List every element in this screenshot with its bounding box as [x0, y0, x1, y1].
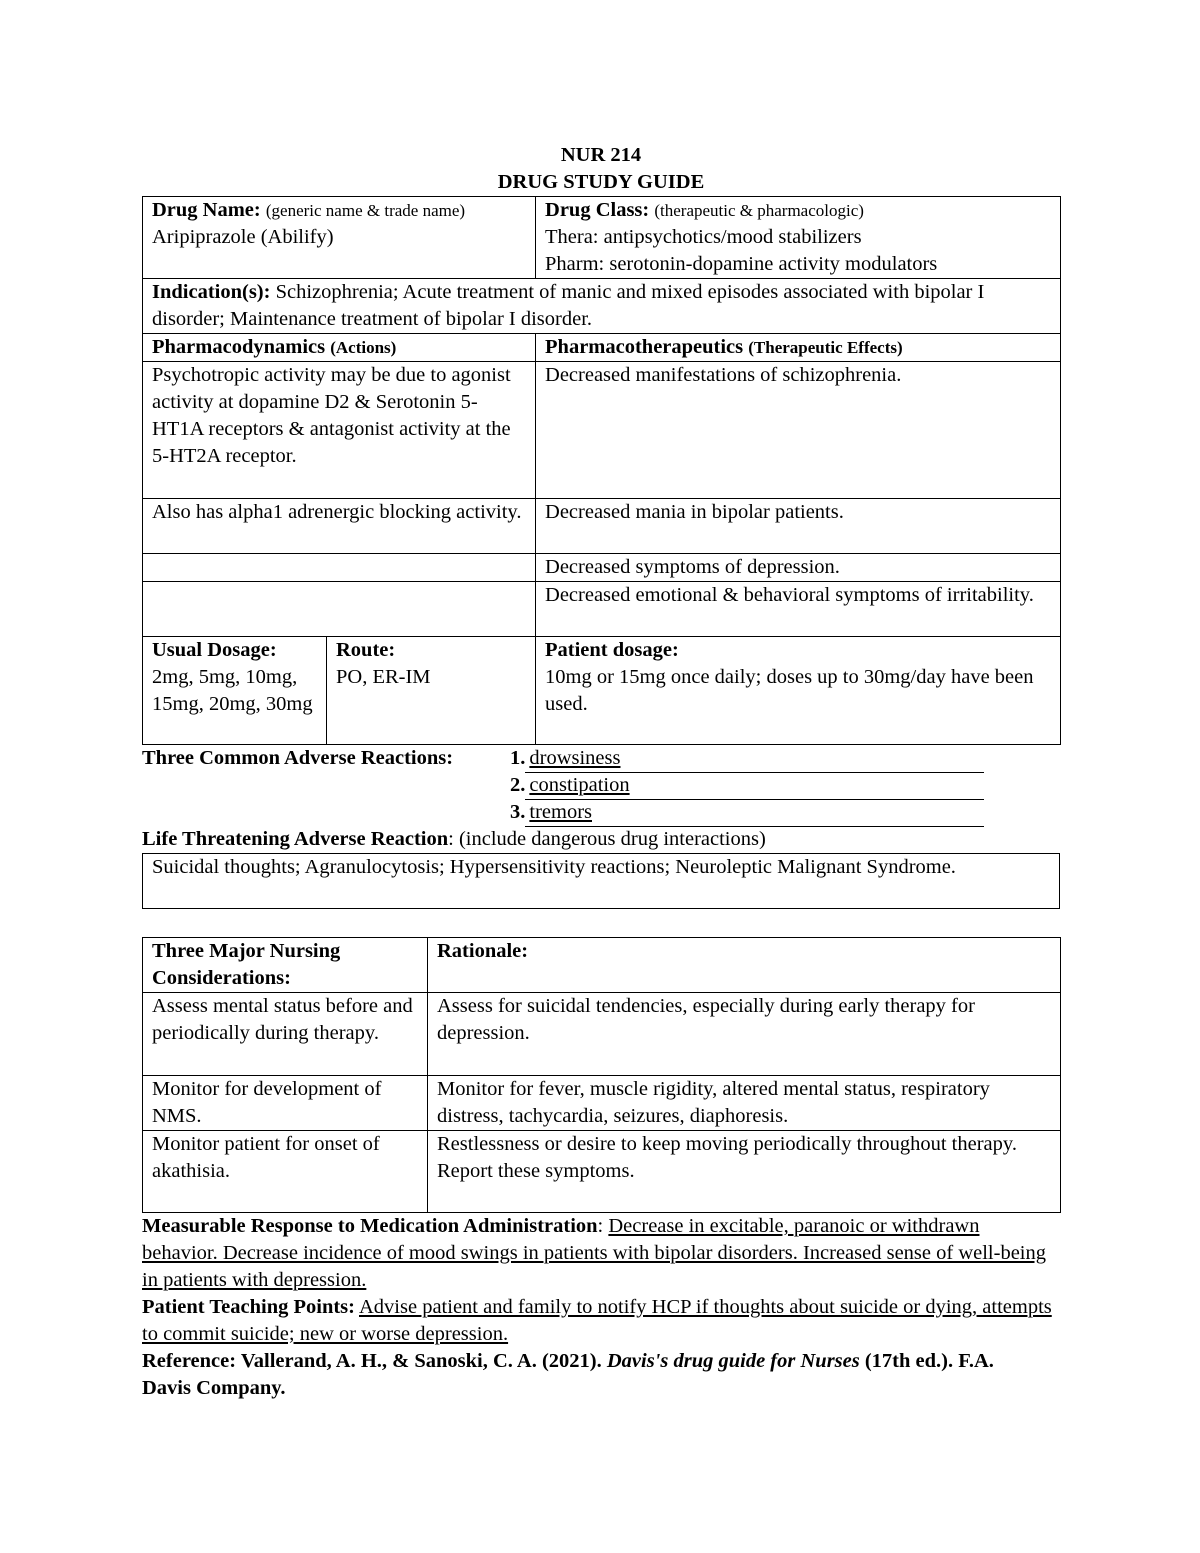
measurable-response [142, 1213, 1050, 1294]
drug-name-cell [143, 197, 536, 279]
nursing-consideration: Assess mental status before and periodically during therapy. [143, 993, 428, 1076]
drug-info-table [142, 196, 1061, 745]
adverse-row [142, 745, 1060, 772]
pharmacotherapeutics-header [536, 334, 1061, 362]
indication-text: Schizophrenia; Acute treatment of manic and mixed episodes associated with bipolar I disorder; Maintenance treatment of bipolar I disorder. [152, 281, 985, 330]
life-threatening-table [142, 853, 1060, 909]
life-threatening-hint: : (include dangerous drug interactions) [448, 828, 766, 850]
adverse-item-value: constipation [529, 774, 630, 796]
adverse-label-spacer [142, 799, 510, 826]
adverse-item-number: 1. [510, 747, 526, 769]
adverse-item [510, 772, 984, 799]
patient-teaching-label: Patient Teaching Points: [142, 1296, 355, 1318]
life-threatening-label: Life Threatening Adverse Reaction [142, 828, 449, 850]
pharmacotherapeutics-label: Pharmacotherapeutics [545, 336, 744, 358]
adverse-item-text [525, 745, 984, 773]
adverse-row [142, 772, 1060, 799]
effect-cell: Decreased emotional & behavioral symptoms of irritability. [536, 582, 1061, 637]
route-value: PO, ER-IM [336, 666, 431, 688]
drug-class-hint: (therapeutic & pharmacologic) [654, 201, 864, 220]
effect-cell: Decreased symptoms of depression. [536, 554, 1061, 582]
adverse-item [510, 799, 984, 826]
nursing-consideration: Monitor patient for onset of akathisia. [143, 1131, 428, 1213]
nursing-table [142, 937, 1061, 1213]
rationale-header: Rationale: [428, 938, 1061, 993]
indication-label: Indication(s): [152, 281, 271, 303]
spacer [142, 909, 1060, 937]
nursing-consideration: Monitor for development of NMS. [143, 1076, 428, 1131]
adverse-item-number: 3. [510, 801, 526, 823]
adverse-row [142, 799, 1060, 826]
pharmacodynamics-label: Pharmacodynamics [152, 336, 326, 358]
adverse-item-value: drowsiness [529, 747, 621, 769]
pharmacotherapeutics-hint: (Therapeutic Effects) [748, 338, 903, 357]
nursing-rationale: Restlessness or desire to keep moving periodically throughout therapy. Report these symptoms. [428, 1131, 1061, 1213]
drug-class-cell [536, 197, 1061, 279]
usual-dosage-label: Usual Dosage: [152, 639, 277, 661]
indication-cell [143, 279, 1061, 334]
pharmacodynamics-hint: (Actions) [330, 338, 397, 357]
patient-teaching-text: Advise patient and family to notify HCP if thoughts about suicide or dying, attempts to commit suicide; new or worse depression. [142, 1296, 1052, 1345]
adverse-label-spacer [142, 772, 510, 799]
life-threatening-text: Suicidal thoughts; Agranulocytosis; Hypersensitivity reactions; Neuroleptic Malignant Syndrome. [143, 854, 1060, 909]
patient-dosage-label: Patient dosage: [545, 639, 679, 661]
patient-dosage-cell [536, 637, 1061, 745]
course-title: NUR 214 [560, 144, 642, 166]
reference-suffix: (17th ed.). F.A. Davis Company. [142, 1350, 994, 1399]
route-cell [327, 637, 536, 745]
guide-title: DRUG STUDY GUIDE [497, 171, 705, 193]
route-label: Route: [336, 639, 396, 661]
life-threatening-heading [142, 826, 1060, 853]
adverse-reactions [142, 745, 1060, 826]
effect-cell: Decreased manifestations of schizophrenia. [536, 362, 1061, 499]
adverse-label: Three Common Adverse Reactions: [142, 747, 454, 769]
measurable-response-text: Decrease in excitable, paranoic or withdrawn behavior. Decrease incidence of mood swings in patients with bipolar disorders. Increased sense of well-being in patients with depression. [142, 1215, 1047, 1291]
nursing-rationale: Monitor for fever, muscle rigidity, altered mental status, respiratory distress, tachycardia, seizures, diaphoresis. [428, 1076, 1061, 1131]
drug-class-thera: Thera: antipsychotics/mood stabilizers [545, 226, 862, 248]
adverse-item-text [525, 772, 984, 800]
drug-name-hint: (generic name & trade name) [265, 201, 466, 220]
action-cell: Psychotropic activity may be due to agonist activity at dopamine D2 & Serotonin 5-HT1A receptors & antagonist activity at the 5-HT2A receptor. [143, 362, 536, 499]
usual-dosage-value: 2mg, 5mg, 10mg, 15mg, 20mg, 30mg [152, 666, 313, 715]
action-cell [143, 554, 536, 582]
drug-class-label: Drug Class: [545, 199, 650, 221]
drug-name-value: Aripiprazole (Abilify) [152, 226, 334, 248]
drug-class-pharm: Pharm: serotonin-dopamine activity modulators [545, 253, 938, 275]
reference-title: Davis's drug guide for Nurses [606, 1350, 860, 1372]
measurable-response-label: Measurable Response to Medication Administration [142, 1215, 598, 1237]
reference [142, 1348, 1042, 1402]
nursing-considerations-header: Three Major Nursing Considerations: [143, 938, 428, 993]
adverse-item [510, 745, 984, 772]
reference-prefix: Reference: Vallerand, A. H., & Sanoski, C. A. (2021). [142, 1350, 607, 1372]
effect-cell: Decreased mania in bipolar patients. [536, 499, 1061, 554]
measurable-response-colon: : [597, 1215, 609, 1237]
patient-teaching [142, 1294, 1060, 1348]
pharmacodynamics-header [143, 334, 536, 362]
adverse-item-value: tremors [529, 801, 592, 823]
patient-dosage-value: 10mg or 15mg once daily; doses up to 30mg/day have been used. [545, 666, 1034, 715]
nursing-rationale: Assess for suicidal tendencies, especially during early therapy for depression. [428, 993, 1061, 1076]
drug-name-label: Drug Name: [152, 199, 261, 221]
usual-dosage-cell [143, 637, 327, 745]
action-cell [143, 582, 536, 637]
adverse-item-number: 2. [510, 774, 526, 796]
drug-study-guide-page [142, 142, 1060, 1402]
adverse-item-text [525, 799, 984, 827]
action-cell: Also has alpha1 adrenergic blocking activity. [143, 499, 536, 554]
